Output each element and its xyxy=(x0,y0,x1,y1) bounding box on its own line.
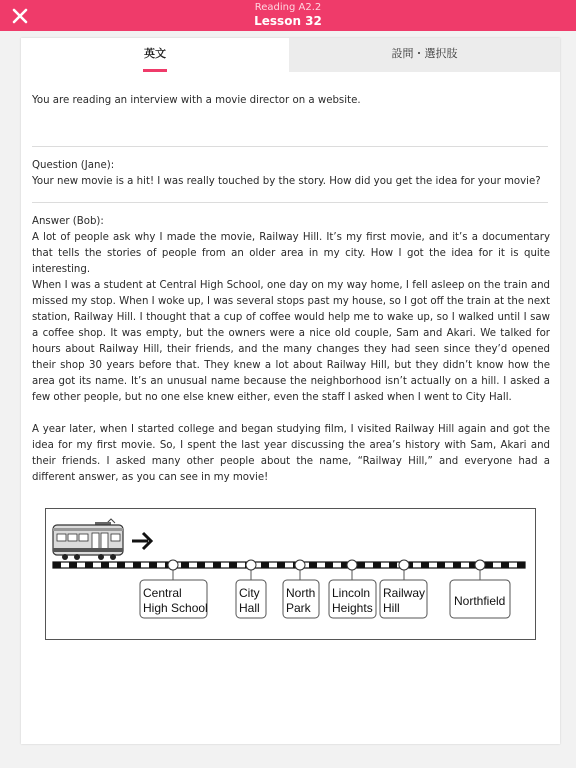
reading-card xyxy=(21,38,560,744)
station-label: Hill xyxy=(383,601,400,615)
station-label: City xyxy=(239,586,260,600)
lesson-title: Lesson 32 xyxy=(254,14,322,28)
station-label: Railway xyxy=(383,586,426,600)
station-label: Central xyxy=(143,586,182,600)
station-label: Lincoln xyxy=(332,586,371,600)
divider-1 xyxy=(32,146,548,147)
tab-english[interactable] xyxy=(21,38,289,72)
tab-bar xyxy=(21,38,560,72)
tab-english-label: 英文 xyxy=(144,47,166,60)
passage-intro: You are reading an interview with a movie director on a website. xyxy=(32,95,361,106)
question-label: Question (Jane): xyxy=(32,160,115,171)
question-text: Your new movie is a hit! I was really touched by the story. How did you get the idea for your movie? xyxy=(32,176,541,187)
station-label: High School xyxy=(143,601,208,615)
tab-questions[interactable] xyxy=(289,38,560,72)
station-label: Park xyxy=(286,601,311,615)
top-bar xyxy=(0,0,576,31)
tab-questions-label: 設問・選択肢 xyxy=(391,47,458,60)
active-tab-indicator xyxy=(143,69,167,72)
answer-label: Answer (Bob): xyxy=(32,216,104,227)
divider-2 xyxy=(32,202,548,203)
station-label: North xyxy=(286,586,316,600)
course-subtitle: Reading A2.2 xyxy=(254,2,322,13)
train-route-map xyxy=(45,508,536,640)
train-icon xyxy=(53,519,123,560)
station-label: Northfield xyxy=(454,594,506,608)
answer-paragraph-1: A lot of people ask why I made the movie, Railway Hill. It’s my first movie, and it’s a documentary that tells the stories of people from an older area in my city. How I got the idea for it is quite interesting. xyxy=(32,232,550,275)
railway-track xyxy=(53,562,525,568)
answer-paragraph-3: A year later, when I started college and began studying film, I visited Railway Hill again and got the idea for my first movie. So, I spent the last year discussing the area’s history with Sam, Akari and their friends. I asked many other people about the name, “Railway Hill,” and everyone had a different answer, as you can see in my movie! xyxy=(32,424,550,483)
station-label: Heights xyxy=(332,601,373,615)
route-map-svg xyxy=(45,508,536,640)
answer-paragraph-2: When I was a student at Central High School, one day on my way home, I fell asleep on the train and missed my stop. When I woke up, I was several stops past my house, so I got off the train at the next station, Railway Hill. I thought that a cup of coffee would help me to wake up, so I walked until I saw a coffee shop. It was empty, but the owners were a nice old couple, Sam and Akari. We talked for hours about Railway Hill, their friends, and the many changes they had seen since they’d opened their shop 30 years before that. They knew a lot about Railway Hill, but they didn’t know how the area got its name. It’s an unusual name because the neighborhood isn’t actually on a hill. I asked a few other people, but no one else knew either, even the staff I asked when I went to City Hall. xyxy=(32,280,550,403)
station-label: Hall xyxy=(239,601,260,615)
